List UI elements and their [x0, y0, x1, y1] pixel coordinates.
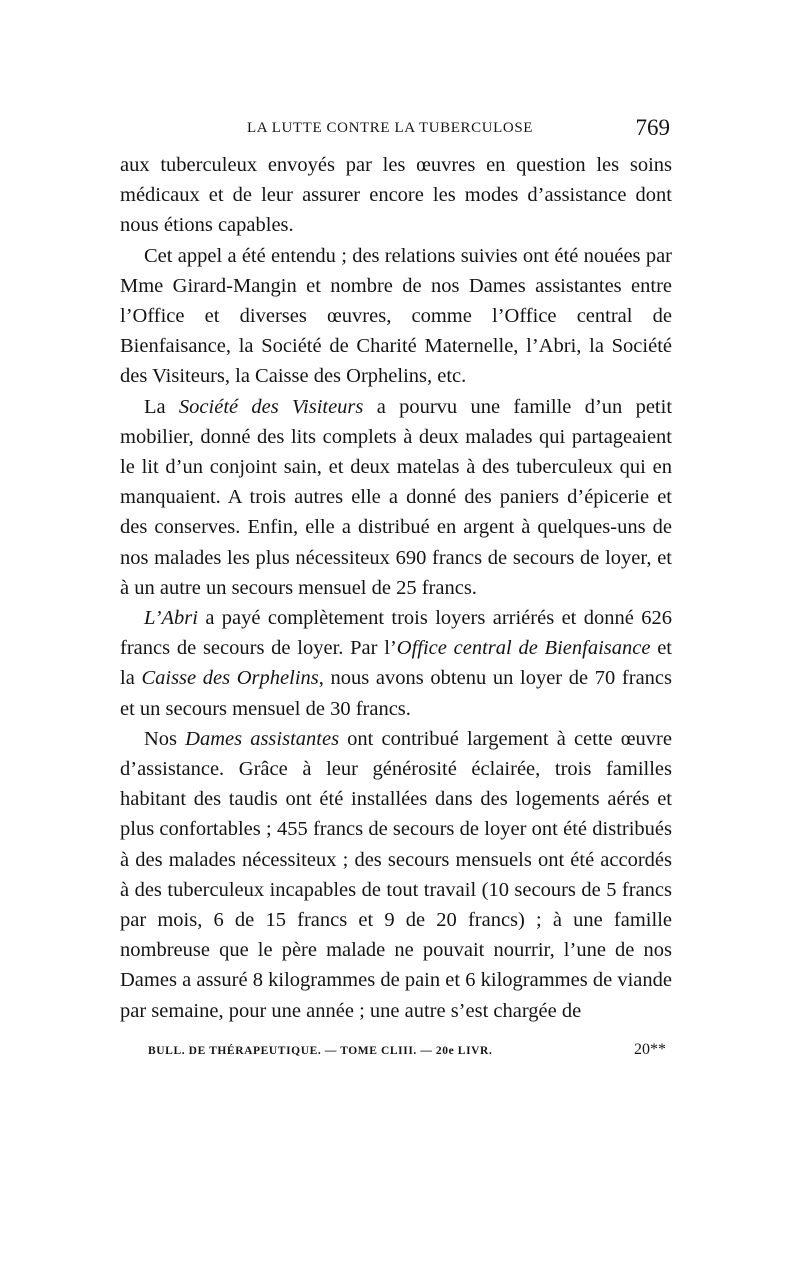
paragraph-dames-assistantes	[120, 724, 672, 1026]
body-text	[120, 150, 672, 1026]
paragraph-start-text: La	[144, 395, 179, 418]
paragraph-rest-text: a pourvu une famille d’un petit mobilier, donné des lits complets à deux malades qui partageaient le lit d’un conjoint sain, et deux matelas à des tuberculeux qui en manquaient. A trois autres elle a donné des paniers d’épicerie et des conserves. Enfin, elle a distribué en argent à quelques-uns de nos malades les plus nécessiteux 690 francs de secours de loyer, et à un autre un secours mensuel de 25 francs.	[120, 395, 673, 599]
paragraph-abri	[120, 603, 672, 724]
bulletin-line: BULL. DE THÉRAPEUTIQUE. — TOME CLIII. — 20e LIVR.	[148, 1045, 493, 1057]
paragraph-text-2: et la	[120, 637, 673, 690]
paragraph-text-1: a payé complètement trois loyers arriérés et donné 626 francs de secours de loyer. Par l’	[120, 607, 672, 660]
italic-abri: L’Abri	[144, 607, 198, 630]
paragraph-continued: aux tuberculeux envoyés par les œuvres en question les soins médicaux et de leur assurer encore les modes d’assistance dont nous étions capables.	[120, 154, 672, 237]
running-head	[120, 115, 670, 142]
italic-office-central: Office central de Bienfaisance	[396, 637, 651, 660]
page-number: 769	[635, 115, 670, 140]
paragraph-societe-visiteurs	[120, 392, 672, 603]
paragraph-rest-text: ont contribué largement à cette œuvre d’assistance. Grâce à leur générosité éclairée, trois familles habitant des taudis ont été installées dans des logements aérés et plus confortables ; 455 francs de secours de loyer ont été distribués à des malades nécessiteux ; des secours mensuels ont été accordés à des tuberculeux incapables de tout travail (10 secours de 5 francs par mois, 6 de 15 francs et 9 de 20 francs) ; à une famille nombreuse que le père malade ne pouvait nourrir, l’une de nos Dames a assuré 8 kilogrammes de pain et 6 kilogrammes de viande par semaine, pour une année ; une autre s’est chargée de	[120, 727, 672, 1022]
italic-societe-visiteurs: Société des Visiteurs	[178, 395, 364, 418]
running-title: LA LUTTE CONTRE LA TUBERCULOSE	[247, 120, 534, 136]
paragraph-appel: Cet appel a été entendu ; des relations suivies ont été nouées par Mme Girard-Mangin et nombre de nos Dames assistantes entre l’Office et diverses œuvres, comme l’Office central de Bienfaisance, la Société de Charité Maternelle, l’Abri, la Société des Visiteurs, la Caisse des Orphelins, etc.	[120, 244, 672, 388]
italic-dames-assistantes: Dames assistantes	[185, 727, 340, 750]
paragraph-start-text: Nos	[144, 727, 186, 750]
italic-caisse-orphelins: Caisse des Orphelins	[141, 667, 319, 690]
paragraph-text-3: , nous avons obtenu un loyer de 70 francs et un secours mensuel de 30 francs.	[120, 667, 673, 720]
signature-mark: 20**	[634, 1041, 666, 1058]
page-footer	[120, 1043, 672, 1065]
